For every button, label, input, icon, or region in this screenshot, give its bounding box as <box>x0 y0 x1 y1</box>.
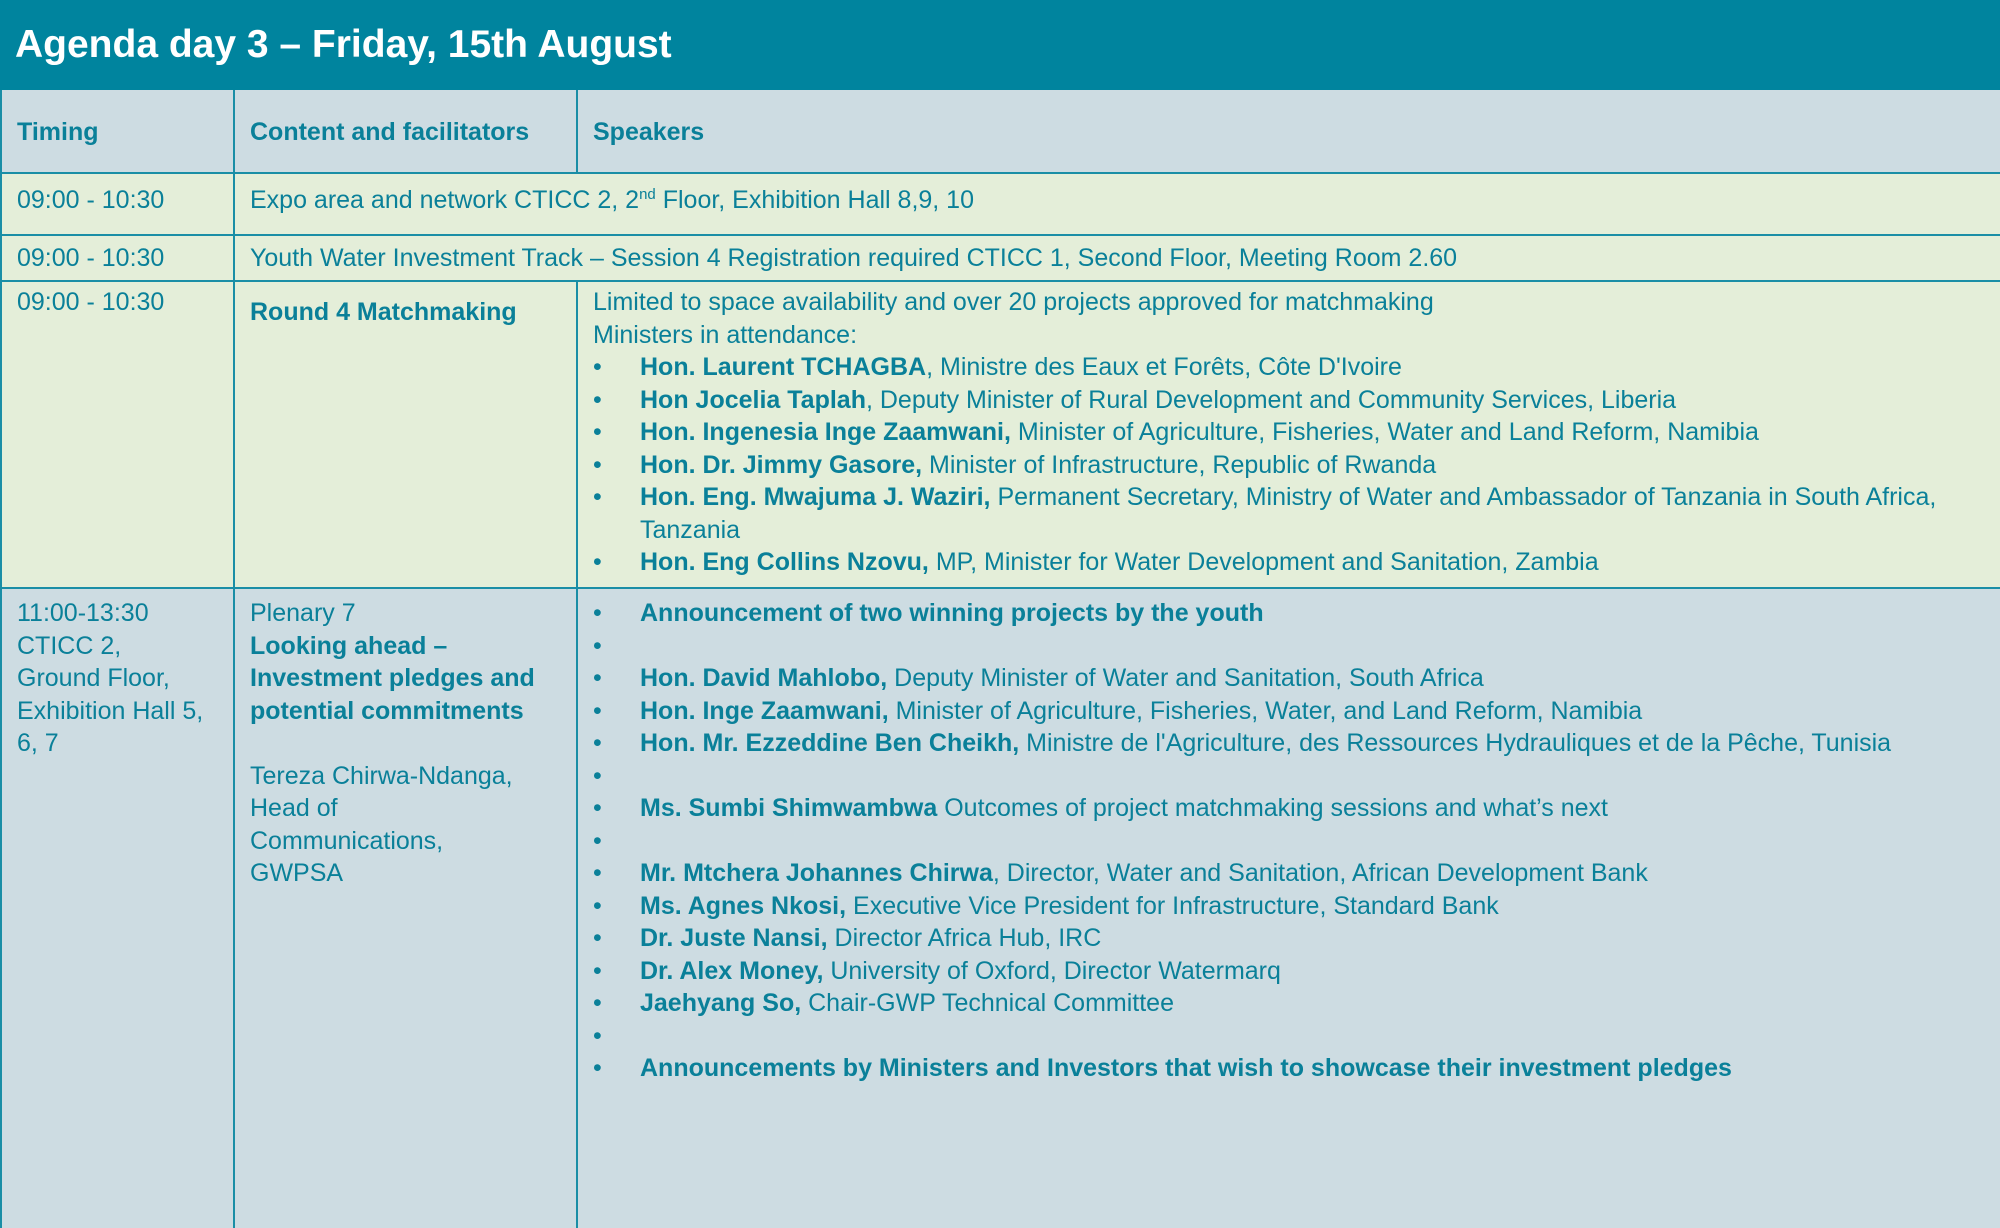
list-item <box>593 922 1985 955</box>
timing-line: 11:00-13:30 <box>17 599 149 627</box>
column-header-content: Content and facilitators <box>235 90 578 172</box>
intro-line: Ministers in attendance: <box>593 320 858 349</box>
speaker-name: Dr. Juste Nansi, <box>640 924 828 952</box>
table-row <box>0 236 2000 282</box>
speaker-name: Hon. Eng Collins Nzovu, <box>640 548 929 576</box>
table-row <box>0 174 2000 236</box>
content-cell <box>235 589 578 1228</box>
venue-line: 6, 7 <box>17 729 59 757</box>
column-header-timing: Timing <box>0 90 235 172</box>
speaker-name: Mr. Mtchera Johannes Chirwa <box>640 859 993 887</box>
session-title-line: Investment pledges and <box>250 664 535 692</box>
facilitator-line: Head of <box>250 794 338 822</box>
speaker-list <box>593 351 1985 579</box>
list-item <box>593 449 1985 482</box>
plenary-label: Plenary 7 <box>250 599 356 627</box>
table-row <box>0 282 2000 589</box>
speaker-role: Executive Vice President for Infrastructure, Standard Bank <box>846 891 1499 920</box>
speaker-role: , Ministre des Eaux et Forêts, Côte D'Ivoire <box>926 353 1402 381</box>
facilitator-line: GWPSA <box>250 859 344 887</box>
list-item <box>593 857 1985 890</box>
speakers-cell <box>578 589 2000 1228</box>
speakers-cell <box>578 282 2000 587</box>
list-item <box>593 481 1985 546</box>
speaker-name: Hon. David Mahlobo, <box>640 664 888 692</box>
list-item <box>593 351 1985 384</box>
speaker-name: Ms. Sumbi Shimwambwa <box>640 794 938 822</box>
speaker-name: Hon Jocelia Taplah <box>640 385 866 414</box>
list-spacer <box>593 630 1985 663</box>
facilitator-line: Tereza Chirwa-Ndanga, <box>250 761 513 790</box>
list-item <box>593 597 1985 630</box>
list-spacer <box>593 760 1985 793</box>
speaker-name: Jaehyang So, <box>640 989 802 1017</box>
list-spacer <box>593 825 1985 858</box>
speaker-role: MP, Minister for Water Development and Sanitation, Zambia <box>928 548 1599 576</box>
speaker-role: Ministre de l'Agriculture, des Ressources Hydrauliques et de la Pêche, Tunisia <box>1019 729 1892 757</box>
timing-cell: 09:00 - 10:30 <box>0 282 235 587</box>
table-header <box>0 90 2000 174</box>
list-item <box>593 987 1985 1020</box>
list-item <box>593 546 1985 579</box>
content-cell: Youth Water Investment Track – Session 4 Registration required CTICC 1, Second Floor, Meeting Room 2.60 <box>250 244 1458 272</box>
speaker-role: , Director, Water and Sanitation, African Development Bank <box>992 859 1648 887</box>
intro-line: Limited to space availability and over 20 projects approved for matchmaking <box>593 288 1434 316</box>
announcement-text: Announcement of two winning projects by the youth <box>640 599 1264 627</box>
list-item <box>593 416 1985 449</box>
speaker-name: Hon. Mr. Ezzeddine Ben Cheikh, <box>640 729 1020 757</box>
speaker-role: University of Oxford, Director Watermarq <box>823 956 1281 985</box>
speaker-name: Hon. Dr. Jimmy Gasore, <box>640 450 923 479</box>
speaker-role: Minister of Agriculture, Fisheries, Water and Land Reform, Namibia <box>1010 418 1759 446</box>
list-spacer <box>593 1020 1985 1053</box>
facilitator-line: Communications, <box>250 826 444 855</box>
column-header-speakers: Speakers <box>593 118 705 146</box>
speaker-name: Hon. Eng. Mwajuma J. Waziri, <box>640 483 991 511</box>
announcement-text: Announcements by Ministers and Investors that wish to showcase their investment pledges <box>640 1054 1732 1082</box>
content-cell <box>235 174 2000 234</box>
session-title-line: potential commitments <box>250 696 524 725</box>
venue-line: Exhibition Hall 5, <box>17 696 204 725</box>
speaker-role: Chair-GWP Technical Committee <box>801 989 1174 1017</box>
timing-cell: 09:00 - 10:30 <box>0 174 235 234</box>
speaker-role: Minister of Infrastructure, Republic of Rwanda <box>922 450 1437 479</box>
speaker-role: Outcomes of project matchmaking sessions and what’s next <box>937 794 1608 822</box>
speaker-name: Hon. Inge Zaamwani, <box>640 696 889 725</box>
speaker-list <box>593 597 1985 1085</box>
timing-cell: 09:00 - 10:30 <box>0 236 235 280</box>
list-item <box>593 792 1985 825</box>
page-title: Agenda day 3 – Friday, 15th August <box>0 0 2000 90</box>
venue-line: CTICC 2, <box>17 631 122 660</box>
venue-line: Ground Floor, <box>17 664 170 692</box>
session-title-line: Looking ahead – <box>250 631 448 660</box>
speaker-role: Minister of Agriculture, Fisheries, Water, and Land Reform, Namibia <box>888 696 1643 725</box>
speaker-role: , Deputy Minister of Rural Development and Community Services, Liberia <box>865 385 1677 414</box>
list-item <box>593 1052 1985 1085</box>
list-item <box>593 955 1985 988</box>
table-row <box>0 589 2000 1228</box>
list-item <box>593 662 1985 695</box>
content-text: Expo area and network CTICC 2, 2 <box>250 186 640 214</box>
speaker-name: Hon. Ingenesia Inge Zaamwani, <box>640 418 1011 446</box>
speaker-role: Deputy Minister of Water and Sanitation, South Africa <box>887 664 1484 692</box>
speaker-role: Permanent Secretary, Ministry of Water and Ambassador of Tanzania in South Africa, Tanzania <box>640 483 1937 544</box>
speaker-name: Hon. Laurent TCHAGBA <box>640 353 927 381</box>
timing-cell <box>0 589 235 1228</box>
list-item <box>593 890 1985 923</box>
list-item <box>593 384 1985 417</box>
list-item <box>593 695 1985 728</box>
list-item <box>593 727 1985 760</box>
session-title: Round 4 Matchmaking <box>235 282 578 587</box>
content-text: Floor, Exhibition Hall 8,9, 10 <box>655 186 974 214</box>
speaker-name: Dr. Alex Money, <box>640 956 824 985</box>
ordinal-suffix: nd <box>639 186 656 203</box>
speaker-name: Ms. Agnes Nkosi, <box>640 891 847 920</box>
speaker-role: Director Africa Hub, IRC <box>827 924 1102 952</box>
